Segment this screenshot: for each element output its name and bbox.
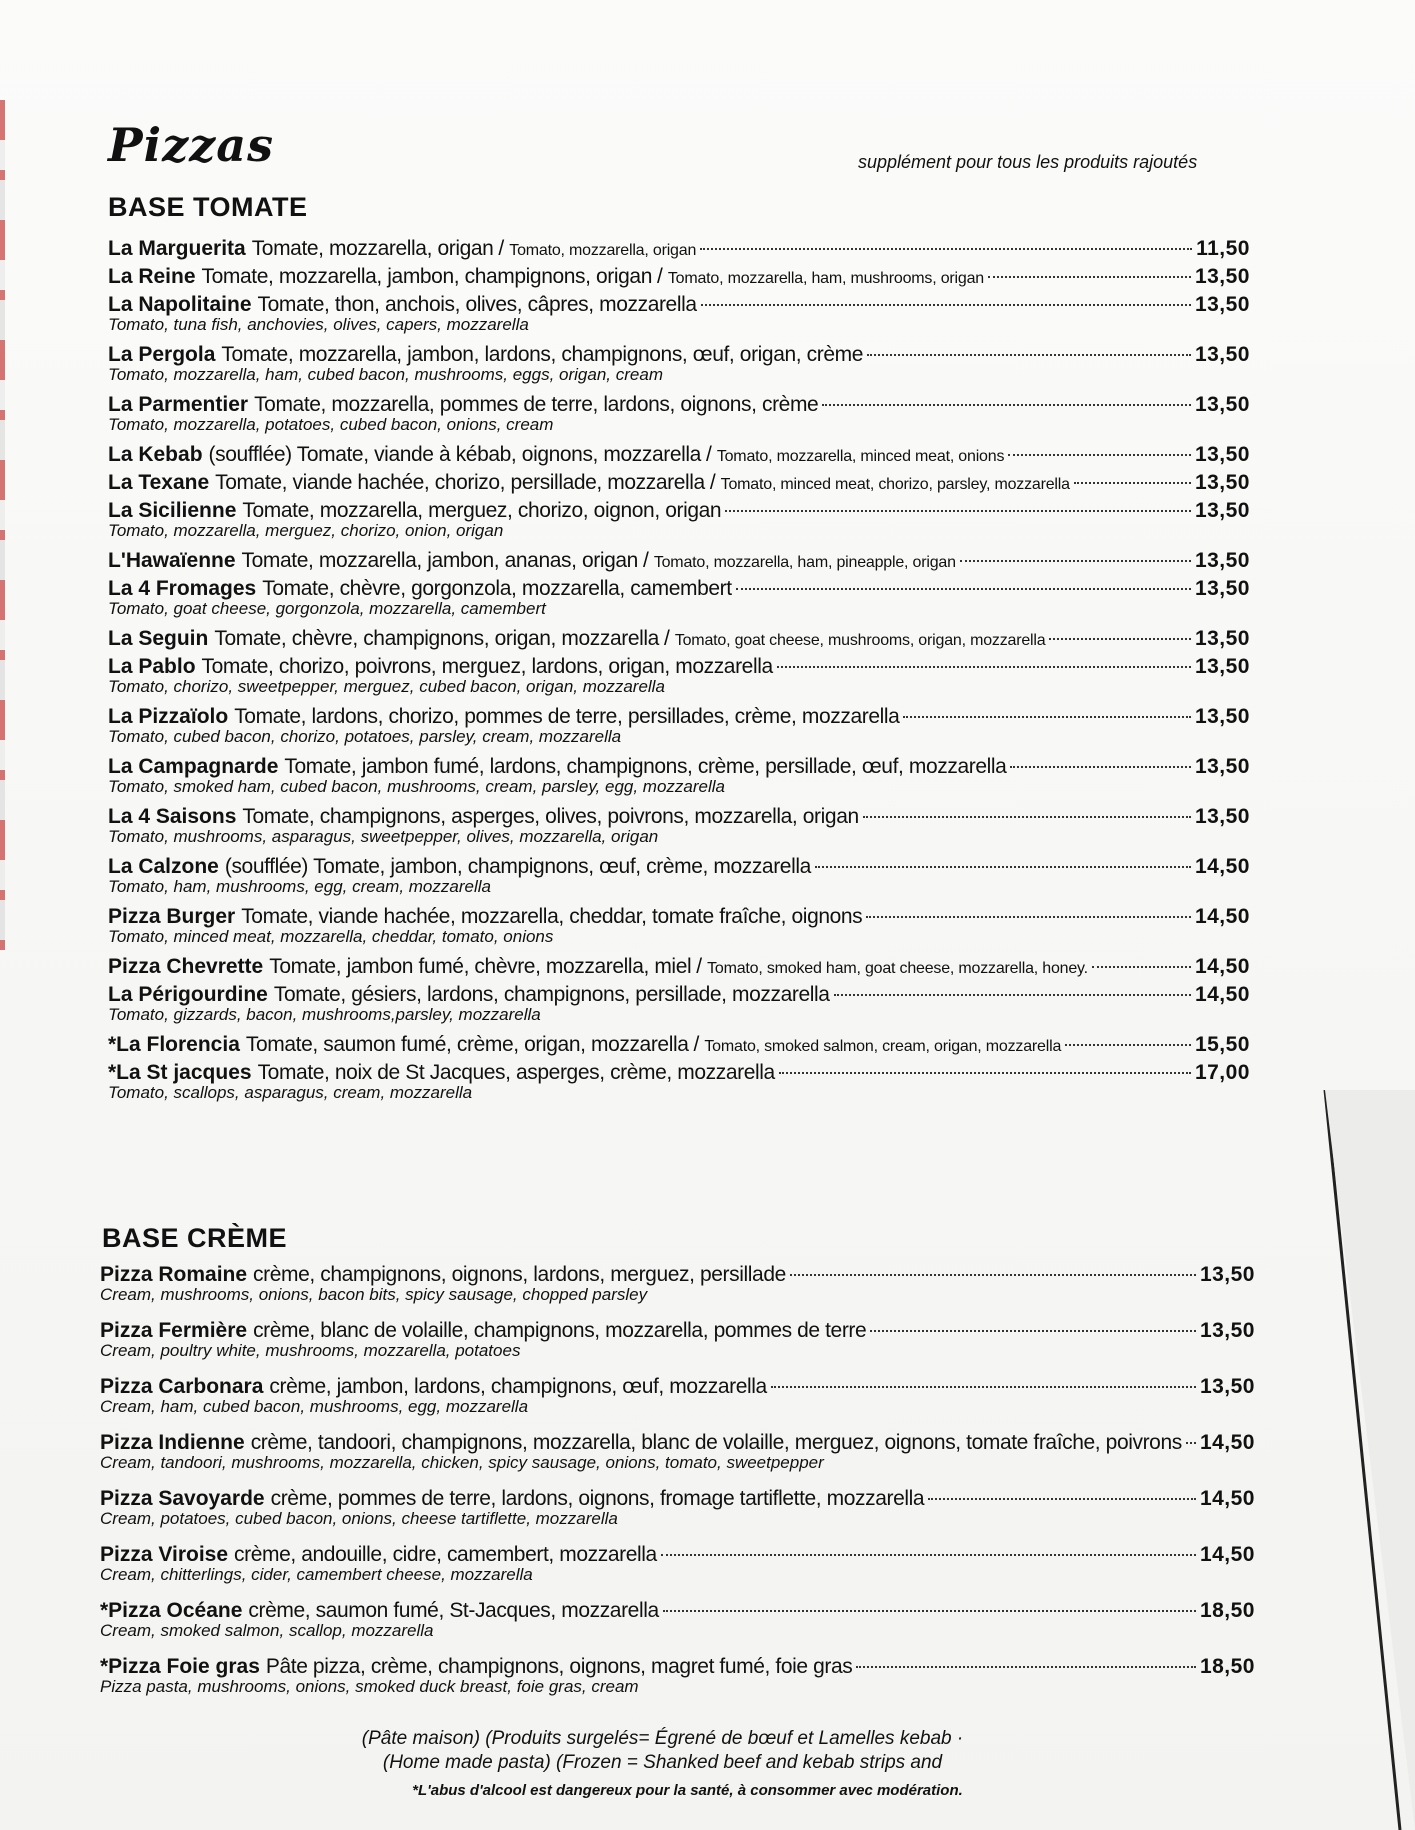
menu-item-ingredients-fr: Tomate, mozzarella, pommes de terre, lardons, oignons, crème	[254, 393, 819, 416]
dot-leader	[790, 1274, 1196, 1276]
menu-item-price: 13,50	[1194, 805, 1250, 828]
menu-item	[100, 1430, 1255, 1473]
menu-title: Pizzas	[108, 118, 275, 172]
menu-item-price: 14,50	[1199, 1543, 1255, 1566]
menu-item	[100, 1486, 1255, 1529]
footer-note-fr: (Pâte maison) (Produits surgelés= Égrené de bœuf et Lamelles kebab ·	[361, 1728, 964, 1749]
menu-item-name: *La Florencia	[108, 1033, 240, 1056]
menu-item-name: La Parmentier	[108, 393, 249, 416]
menu-item-name: La Pizzaïolo	[108, 705, 229, 728]
menu-item	[108, 704, 1250, 747]
menu-item-line	[100, 1486, 1255, 1511]
menu-item-ingredients-en: Cream, mushrooms, onions, bacon bits, spicy sausage, chopped parsley	[100, 1285, 648, 1304]
menu-item-price: 11,50	[1196, 237, 1250, 260]
menu-item-line	[108, 576, 1250, 601]
menu-item-line	[108, 1032, 1250, 1057]
menu-item-name: La Marguerita	[108, 237, 246, 260]
dot-leader	[1010, 766, 1191, 768]
menu-item-price: 13,50	[1199, 1375, 1255, 1398]
dot-leader	[661, 1554, 1196, 1556]
menu-item-ingredients-en: Tomato, mozzarella, ham, pineapple, origan	[653, 554, 956, 571]
menu-item-line	[100, 1654, 1255, 1679]
menu-item-ingredients-en: Tomato, smoked ham, cubed bacon, mushrooms, cream, parsley, egg, mozzarella	[108, 777, 726, 796]
menu-item-name: La Texane	[108, 471, 210, 494]
menu-item	[108, 342, 1250, 385]
menu-item-ingredients-fr: Tomate, jambon fumé, lardons, champignons, crème, persillade, œuf, mozzarella	[284, 755, 1007, 778]
menu-item-name: La Calzone	[108, 855, 219, 878]
menu-item-ingredients-en: Pizza pasta, mushrooms, onions, smoked duck breast, foie gras, cream	[100, 1677, 639, 1696]
menu-item-price: 18,50	[1199, 1599, 1255, 1622]
menu-item	[108, 576, 1250, 619]
menu-item	[108, 548, 1250, 573]
menu-item-ingredients-en: Cream, potatoes, cubed bacon, onions, cheese tartiflette, mozzarella	[100, 1509, 618, 1528]
dot-leader	[822, 404, 1191, 406]
menu-list-base-creme	[100, 1262, 1255, 1710]
menu-item-name: La Campagnarde	[108, 755, 279, 778]
separator-slash: /	[705, 443, 712, 466]
menu-item-ingredients-fr: Tomate, mozzarella, jambon, ananas, origan	[241, 549, 638, 572]
menu-item-line	[108, 654, 1250, 679]
menu-item-line	[108, 754, 1250, 779]
dot-leader	[815, 866, 1191, 868]
menu-item-price: 14,50	[1199, 1487, 1255, 1510]
menu-item-ingredients-en: Tomato, goat cheese, gorgonzola, mozzarella, camembert	[108, 599, 546, 618]
menu-item-ingredients-fr: Tomate, chèvre, champignons, origan, mozzarella	[214, 627, 659, 650]
menu-item-line	[108, 342, 1250, 367]
menu-item-price: 13,50	[1194, 755, 1250, 778]
menu-item-ingredients-fr: Tomate, viande hachée, mozzarella, cheddar, tomate fraîche, oignons	[241, 905, 863, 928]
menu-item-ingredients-fr: Tomate, mozzarella, jambon, lardons, champignons, œuf, origan, crème	[221, 343, 863, 366]
menu-item-ingredients-en: Tomato, smoked ham, goat cheese, mozzarella, honey.	[707, 960, 1088, 977]
menu-item-ingredients-fr: Tomate, saumon fumé, crème, origan, mozzarella	[245, 1033, 689, 1056]
menu-item-ingredients-fr: crème, jambon, lardons, champignons, œuf, mozzarella	[269, 1375, 767, 1398]
dot-leader	[867, 354, 1191, 356]
menu-item-ingredients-en: Tomato, mozzarella, origan	[509, 242, 697, 259]
menu-item-ingredients-en: Tomato, goat cheese, mushrooms, origan, mozzarella	[674, 632, 1046, 649]
menu-item-name: La Seguin	[108, 627, 209, 650]
menu-item	[108, 236, 1250, 261]
paper-fold-shadow	[1305, 1090, 1415, 1830]
menu-item-price: 13,50	[1194, 293, 1250, 316]
menu-item-ingredients-fr: crème, saumon fumé, St-Jacques, mozzarella	[248, 1599, 659, 1622]
menu-item-line	[108, 442, 1250, 467]
menu-item-ingredients-fr: Tomate, chorizo, poivrons, merguez, lardons, origan, mozzarella	[201, 655, 773, 678]
separator-slash: /	[498, 237, 505, 260]
menu-item-name: Pizza Savoyarde	[100, 1487, 265, 1510]
menu-item	[108, 982, 1250, 1025]
menu-item-ingredients-en: Tomato, smoked salmon, cream, origan, mozzarella	[704, 1038, 1062, 1055]
menu-item-line	[108, 236, 1250, 261]
menu-item-ingredients-en: Cream, smoked salmon, scallop, mozzarella	[100, 1621, 434, 1640]
menu-item-ingredients-en: Tomato, ham, mushrooms, egg, cream, mozzarella	[108, 877, 491, 896]
dot-leader	[928, 1498, 1196, 1500]
separator-slash: /	[709, 471, 716, 494]
menu-item-ingredients-en: Tomato, minced meat, mozzarella, cheddar, tomato, onions	[108, 927, 554, 946]
menu-item	[100, 1654, 1255, 1697]
dot-leader	[777, 666, 1191, 668]
page-edge-decoration	[0, 100, 5, 950]
menu-list-base-tomate	[108, 236, 1250, 1110]
menu-item-line	[108, 904, 1250, 929]
menu-item-name: *Pizza Océane	[100, 1599, 243, 1622]
menu-item-price: 13,50	[1194, 443, 1250, 466]
menu-item-price: 13,50	[1194, 471, 1250, 494]
dot-leader	[903, 716, 1191, 718]
menu-item-name: Pizza Viroise	[100, 1543, 229, 1566]
menu-item-line	[108, 804, 1250, 829]
menu-item-ingredients-fr: (soufflée) Tomate, jambon, champignons, œuf, crème, mozzarella	[224, 855, 811, 878]
menu-item	[108, 292, 1250, 335]
menu-item-name: La Pergola	[108, 343, 216, 366]
menu-item-price: 14,50	[1194, 955, 1250, 978]
dot-leader	[834, 994, 1191, 996]
menu-item-line	[108, 392, 1250, 417]
menu-item	[108, 264, 1250, 289]
separator-slash: /	[693, 1033, 700, 1056]
menu-item-ingredients-en: Tomato, scallops, asparagus, cream, mozzarella	[108, 1083, 473, 1102]
menu-item-line	[108, 704, 1250, 729]
footer-alcohol-warning: *L'abus d'alcool est dangereux pour la santé, à consommer avec modération.	[412, 1782, 963, 1799]
dot-leader	[779, 1072, 1191, 1074]
menu-item-name: La Sicilienne	[108, 499, 237, 522]
menu-item-name: La Périgourdine	[108, 983, 268, 1006]
menu-item	[108, 1032, 1250, 1057]
menu-item-price: 13,50	[1199, 1263, 1255, 1286]
menu-item-ingredients-fr: Tomate, viande hachée, chorizo, persillade, mozzarella	[215, 471, 705, 494]
menu-item-ingredients-fr: Tomate, jambon fumé, chèvre, mozzarella, miel	[269, 955, 692, 978]
menu-item	[108, 754, 1250, 797]
dot-leader	[1065, 1044, 1191, 1046]
section-title-base-creme: BASE CRÈME	[102, 1223, 288, 1253]
menu-item	[108, 470, 1250, 495]
menu-item	[100, 1598, 1255, 1641]
menu-item-price: 14,50	[1199, 1431, 1255, 1454]
dot-leader	[1186, 1442, 1196, 1444]
menu-item-line	[100, 1598, 1255, 1623]
menu-item-name: Pizza Carbonara	[100, 1375, 264, 1398]
menu-item-ingredients-fr: Tomate, chèvre, gorgonzola, mozzarella, camembert	[262, 577, 732, 600]
menu-item-ingredients-en: Tomato, mozzarella, merguez, chorizo, onion, origan	[108, 521, 504, 540]
menu-item-line	[108, 498, 1250, 523]
dot-leader	[663, 1610, 1196, 1612]
menu-item-ingredients-fr: Tomate, mozzarella, jambon, champignons, origan	[201, 265, 652, 288]
separator-slash: /	[656, 265, 663, 288]
menu-item-ingredients-en: Tomato, mozzarella, potatoes, cubed bacon, onions, cream	[108, 415, 554, 434]
menu-item	[108, 954, 1250, 979]
dot-leader	[1074, 482, 1191, 484]
menu-item-price: 13,50	[1194, 499, 1250, 522]
menu-item	[100, 1262, 1255, 1305]
menu-item-ingredients-en: Tomato, mozzarella, ham, cubed bacon, mushrooms, eggs, origan, cream	[108, 365, 663, 384]
menu-item-name: La Napolitaine	[108, 293, 252, 316]
dot-leader	[725, 510, 1191, 512]
menu-item-line	[100, 1430, 1255, 1455]
menu-item-name: *La St jacques	[108, 1061, 252, 1084]
menu-item-line	[108, 470, 1250, 495]
dot-leader	[856, 1666, 1196, 1668]
menu-item-line	[108, 292, 1250, 317]
menu-item-line	[100, 1374, 1255, 1399]
menu-item-ingredients-fr: Tomate, mozzarella, origan	[251, 237, 494, 260]
menu-item-line	[108, 982, 1250, 1007]
menu-item	[108, 654, 1250, 697]
menu-item-line	[100, 1318, 1255, 1343]
dot-leader	[771, 1386, 1196, 1388]
menu-item	[108, 854, 1250, 897]
section-title-base-tomate: BASE TOMATE	[108, 192, 308, 222]
menu-item-line	[100, 1542, 1255, 1567]
menu-item	[100, 1542, 1255, 1585]
menu-item-ingredients-fr: crème, blanc de volaille, champignons, mozzarella, pommes de terre	[253, 1319, 867, 1342]
menu-item	[108, 442, 1250, 467]
footer-note-en: (Home made pasta) (Frozen = Shanked beef and kebab strips and	[382, 1752, 943, 1773]
menu-item-line	[108, 264, 1250, 289]
menu-item-price: 13,50	[1194, 577, 1250, 600]
menu-item-price: 13,50	[1194, 343, 1250, 366]
menu-item-ingredients-en: Tomato, chorizo, sweetpepper, merguez, cubed bacon, origan, mozzarella	[108, 677, 665, 696]
menu-item-ingredients-fr: crème, pommes de terre, lardons, oignons, fromage tartiflette, mozzarella	[270, 1487, 925, 1510]
dot-leader	[736, 588, 1191, 590]
menu-item-name: L'Hawaïenne	[108, 549, 236, 572]
menu-item-name: Pizza Romaine	[100, 1263, 248, 1286]
menu-item-line	[108, 1060, 1250, 1085]
menu-item-name: Pizza Chevrette	[108, 955, 264, 978]
menu-item-ingredients-en: Tomato, minced meat, chorizo, parsley, mozzarella	[720, 476, 1070, 493]
dot-leader	[870, 1330, 1196, 1332]
menu-item-ingredients-fr: Pâte pizza, crème, champignons, oignons, magret fumé, foie gras	[265, 1655, 853, 1678]
separator-slash: /	[663, 627, 670, 650]
dot-leader	[866, 916, 1191, 918]
separator-slash: /	[642, 549, 649, 572]
menu-item-name: Pizza Fermière	[100, 1319, 248, 1342]
menu-item-name: La 4 Saisons	[108, 805, 237, 828]
menu-item-name: La Kebab	[108, 443, 203, 466]
dot-leader	[1049, 638, 1190, 640]
menu-item	[100, 1318, 1255, 1361]
menu-item-price: 13,50	[1194, 705, 1250, 728]
menu-item-ingredients-fr: Tomate, noix de St Jacques, asperges, crème, mozzarella	[257, 1061, 775, 1084]
menu-item-line	[108, 854, 1250, 879]
menu-item-price: 14,50	[1194, 905, 1250, 928]
menu-item-price: 14,50	[1194, 855, 1250, 878]
menu-item-ingredients-fr: Tomate, mozzarella, merguez, chorizo, oignon, origan	[242, 499, 722, 522]
menu-item-price: 13,50	[1194, 393, 1250, 416]
menu-item-ingredients-en: Cream, ham, cubed bacon, mushrooms, egg, mozzarella	[100, 1397, 529, 1416]
menu-item-ingredients-en: Tomato, mushrooms, asparagus, sweetpepper, olives, mozzarella, origan	[108, 827, 659, 846]
dot-leader	[863, 816, 1191, 818]
dot-leader	[960, 560, 1191, 562]
menu-item-ingredients-en: Tomato, cubed bacon, chorizo, potatoes, parsley, cream, mozzarella	[108, 727, 622, 746]
menu-item-name: La Pablo	[108, 655, 196, 678]
menu-item	[100, 1374, 1255, 1417]
menu-item	[108, 498, 1250, 541]
menu-item-ingredients-en: Tomato, mozzarella, minced meat, onions	[716, 448, 1005, 465]
menu-item-ingredients-en: Cream, tandoori, mushrooms, mozzarella, chicken, spicy sausage, onions, tomato, sweetpepper	[100, 1453, 824, 1472]
menu-item	[108, 1060, 1250, 1103]
menu-item-price: 13,50	[1199, 1319, 1255, 1342]
menu-item-ingredients-en: Tomato, tuna fish, anchovies, olives, capers, mozzarella	[108, 315, 529, 334]
menu-item-price: 13,50	[1194, 627, 1250, 650]
menu-item	[108, 804, 1250, 847]
menu-item	[108, 904, 1250, 947]
menu-item-ingredients-fr: crème, andouille, cidre, camembert, mozzarella	[234, 1543, 657, 1566]
menu-item-price: 13,50	[1194, 265, 1250, 288]
menu-item-name: Pizza Indienne	[100, 1431, 245, 1454]
menu-item-line	[108, 626, 1250, 651]
menu-item-price: 18,50	[1199, 1655, 1255, 1678]
menu-item-ingredients-fr: (soufflée) Tomate, viande à kébab, oignons, mozzarella	[208, 443, 701, 466]
menu-item	[108, 392, 1250, 435]
menu-item-ingredients-fr: crème, tandoori, champignons, mozzarella, blanc de volaille, merguez, oignons, tomate fraîche, poivrons	[250, 1431, 1182, 1454]
menu-item-price: 14,50	[1194, 983, 1250, 1006]
dot-leader	[1092, 966, 1191, 968]
menu-item-ingredients-en: Tomato, mozzarella, ham, mushrooms, origan	[667, 270, 984, 287]
menu-item-ingredients-fr: Tomate, champignons, asperges, olives, poivrons, mozzarella, origan	[242, 805, 859, 828]
menu-item-ingredients-en: Cream, poultry white, mushrooms, mozzarella, potatoes	[100, 1341, 521, 1360]
menu-item-line	[100, 1262, 1255, 1287]
menu-item-ingredients-en: Cream, chitterlings, cider, camembert cheese, mozzarella	[100, 1565, 533, 1584]
menu-item-name: La 4 Fromages	[108, 577, 257, 600]
menu-item-price: 13,50	[1194, 549, 1250, 572]
menu-item-ingredients-fr: crème, champignons, oignons, lardons, merguez, persillade	[253, 1263, 786, 1286]
menu-item-name: La Reine	[108, 265, 196, 288]
menu-item-line	[108, 954, 1250, 979]
separator-slash: /	[696, 955, 703, 978]
menu-item-ingredients-fr: Tomate, lardons, chorizo, pommes de terre, persillades, crème, mozzarella	[234, 705, 900, 728]
menu-item-name: Pizza Burger	[108, 905, 236, 928]
dot-leader	[988, 276, 1191, 278]
menu-item-ingredients-fr: Tomate, thon, anchois, olives, câpres, mozzarella	[257, 293, 697, 316]
menu-item-ingredients-en: Tomato, gizzards, bacon, mushrooms,parsley, mozzarella	[108, 1005, 541, 1024]
menu-item-price: 13,50	[1194, 655, 1250, 678]
menu-item	[108, 626, 1250, 651]
menu-item-price: 17,00	[1194, 1061, 1250, 1084]
menu-item-line	[108, 548, 1250, 573]
dot-leader	[701, 304, 1191, 306]
dot-leader	[1008, 454, 1191, 456]
menu-item-name: *Pizza Foie gras	[100, 1655, 260, 1678]
menu-item-price: 15,50	[1194, 1033, 1250, 1056]
dot-leader	[700, 248, 1192, 250]
supplement-note: supplément pour tous les produits rajoutés	[858, 152, 1198, 172]
menu-item-ingredients-fr: Tomate, gésiers, lardons, champignons, persillade, mozzarella	[273, 983, 830, 1006]
